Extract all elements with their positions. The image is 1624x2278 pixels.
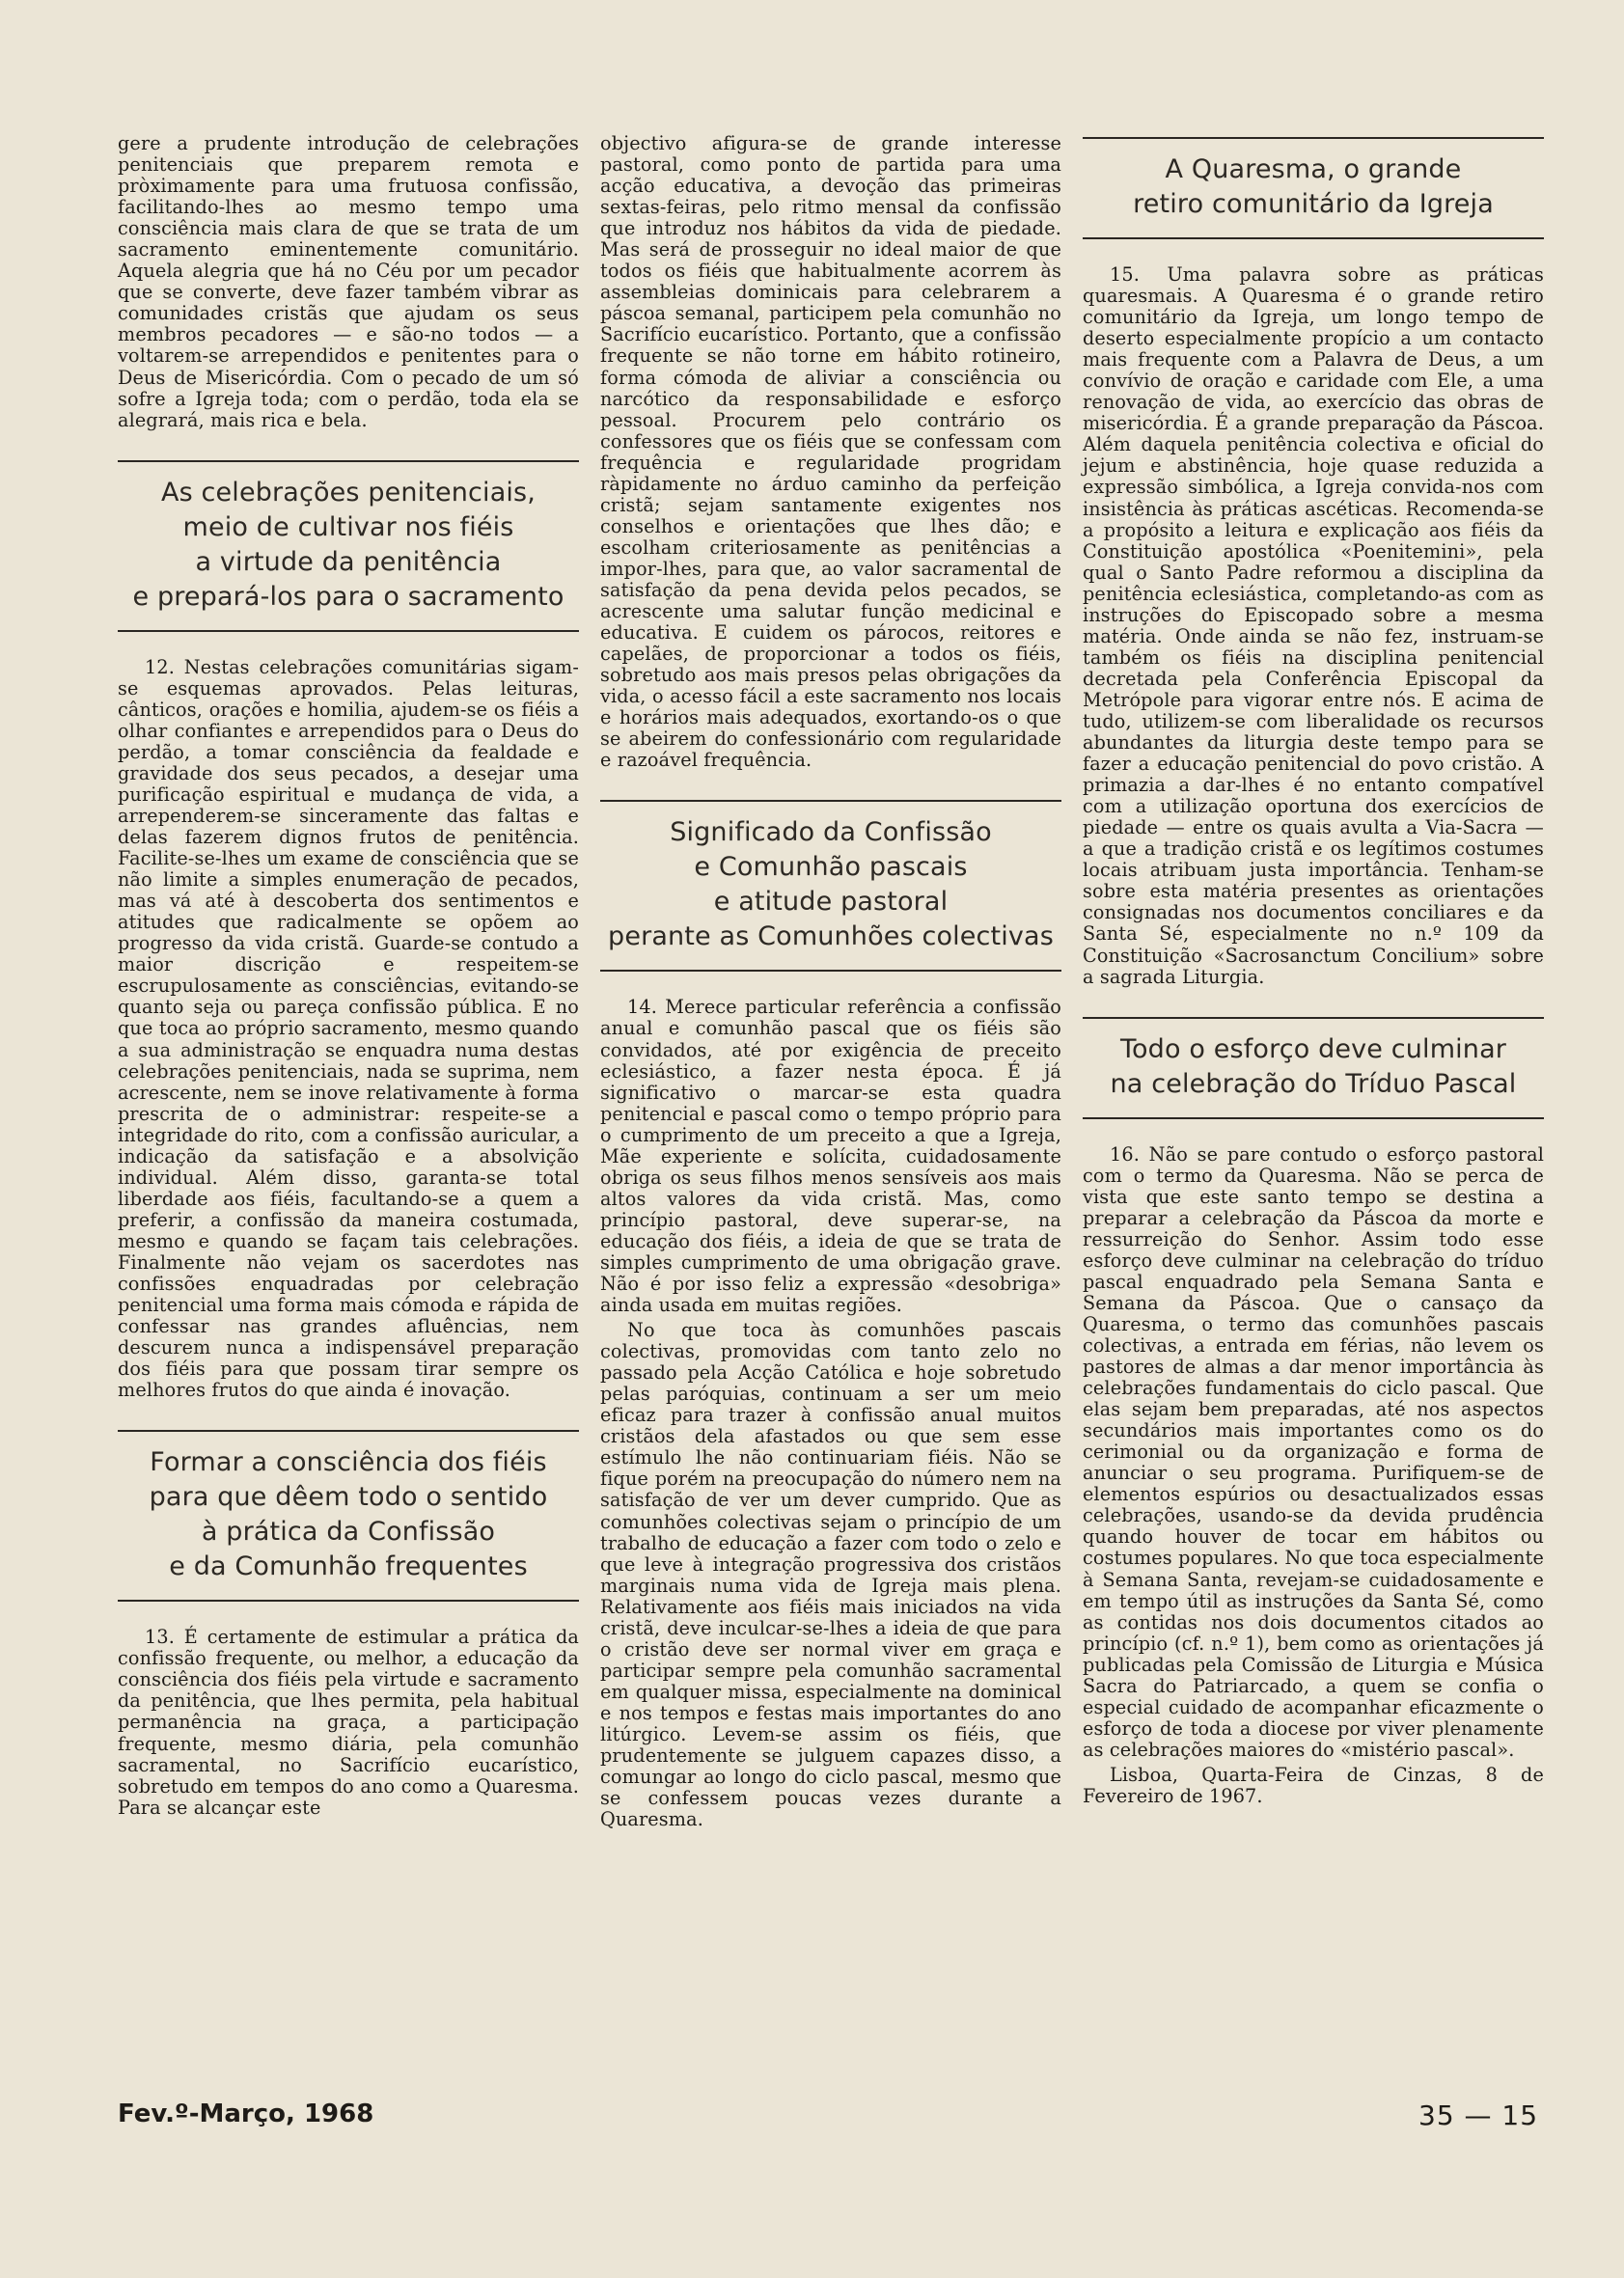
signature-date-line: Lisboa, Quarta-Feira de Cinzas, 8 de Fevereiro de 1967. bbox=[1083, 1763, 1544, 1807]
paragraph-continued: gere a prudente introdução de celebrações penitenciais que preparem remota e pròximamente para uma frutuosa confissão, facilitando-lhes ao mesmo tempo uma consciência mais clara de que se trata de um sacramento eminentemente comunitário. Aquela alegria que há no Céu por um pecador que se converte, deve fazer também vibrar as comunidades cristãs que ajudam os seus membros pecadores — e são-no todos — a voltarem-se arrependidos e penitentes para o Deus de Misericórdia. Com o pecado de um só sofre a Igreja toda; com o perdão, toda ela se alegrará, mais rica e bela. bbox=[118, 132, 579, 431]
paragraph-15: 15. Uma palavra sobre as práticas quaresmais. A Quaresma é o grande retiro comunitário da Igreja, um longo tempo de deserto especialmente propício a um contacto mais frequente com a Palavra de Deus, a um convívio de oração e caridade com Ele, a uma renovação de vida, ao exercício das obras de misericórdia. É a grande preparação da Páscoa. Além daquela penitência colectiva e oficial do jejum e abstinência, hoje quase reduzida a expressão simbólica, a Igreja convida-nos com insistência às práticas ascéticas. Recomenda-se a propósito a leitura e explicação aos fiéis da Constituição apostólica «Poenitemini», pela qual o Santo Padre reformou a disciplina da penitência eclesiástica, completando-as com as instruções do Episcopado sobre a mesma matéria. Onde ainda se não fez, instruam-se também os fiéis na disciplina penitencial decretada pela Conferência Episcopal da Metrópole para vigorar entre nós. E acima de tudo, utilizem-se com liberalidade os recursos abundantes da liturgia deste tempo para se fazer a educação penitencial do povo cristão. A primazia a dar-lhes é no entanto compatível com a utilização oportuna dos exercícios de piedade — entre os quais avulta a Via-Sacra — a que a tradição cristã e os legítimos costumes locais atribuam justa importância. Tenham-se sobre esta matéria presentes as orientações consignadas nos documentos conciliares e da Santa Sé, especialmente no n.º 109 da Constituição «Sacrosanctum Concilium» sobre a sagrada Liturgia. bbox=[1083, 263, 1544, 988]
heading-rule-bottom bbox=[118, 630, 579, 632]
heading-rule-top bbox=[118, 1430, 579, 1432]
heading-rule-top bbox=[118, 460, 579, 462]
paragraph-16: 16. Não se pare contudo o esforço pastoral com o termo da Quaresma. Não se perca de vista que este santo tempo se destina a preparar a celebração da Páscoa da morte e ressurreição do Senhor. Assim todo esse esforço deve culminar na celebração do tríduo pascal enquadrado pela Semana Santa e Semana da Páscoa. Que o cansaço da Quaresma, o termo das comunhões pascais colectivas, a entrada em férias, não levem os pastores de almas a dar menor importância às celebrações fundamentais do ciclo pascal. Que elas sejam bem preparadas, até nos aspectos secundários mais importantes como os do cerimonial ou da organização e forma de anunciar o seu programa. Purifiquem-se de elementos espúrios ou desactualizados essas celebrações, usando-se da devida prudência quando houver de tocar em hábitos ou costumes populares. No que toca especialmente à Semana Santa, revejam-se cuidadosamente e em tempo útil as instruções da Santa Sé, como as contidas nos dois documentos citados ao princípio (cf. n.º 1), bem como as orientações já publicadas pela Comissão de Liturgia e Música Sacra do Patriarcado, a quem se confia o especial cuidado de acompanhar eficazmente o esforço de toda a diocese por viver plenamente as celebrações maiores do «mistério pascal». bbox=[1083, 1142, 1544, 1761]
heading-rule-top bbox=[1083, 137, 1544, 139]
heading-title: A Quaresma, o grande retiro comunitário da Igreja bbox=[1133, 154, 1494, 219]
section-heading-form-conscience bbox=[118, 1430, 579, 1602]
heading-rule-bottom bbox=[118, 1600, 579, 1602]
paragraph-12: 12. Nestas celebrações comunitárias sigam-se esquemas aprovados. Pelas leituras, cânticos, orações e homilia, ajudem-se os fiéis a olhar confiantes e arrependidos para o Deus do perdão, a tomar consciência da fealdade e gravidade dos seus pecados, a desejar uma purificação espiritual e mudança de vida, a arrependerem-se sinceramente das faltas e delas fazerem dignos frutos de penitência. Facilite-se-lhes um exame de consciência que se não limite a simples enumeração de pecados, mas vá até à descoberta dos sentimentos e atitudes que radicalmente se opõem ao progresso da vida cristã. Guarde-se contudo a maior discrição e respeitem-se escrupulosamente as consciências, evitando-se quanto seja ou pareça confissão pública. E no que toca ao próprio sacramento, mesmo quando a sua administração se enquadra numa destas celebrações penitenciais, nada se suprima, nem acrescente, nem se inove relativamente à forma prescrita de o administrar: respeite-se a integridade do rito, com a confissão auricular, a indicação da satisfação e a absolvição individual. Além disso, garanta-se total liberdade aos fiéis, facultando-se a quem a preferir, a confissão da maneira costumada, mesmo e quando se façam tais celebrações. Finalmente não vejam os sacerdotes nas confissões enquadradas por celebração penitencial uma forma mais cómoda e rápida de confessar nas grandes afluências, nem descurem nunca a indispensável preparação dos fiéis para que possam tirar sempre os melhores frutos do que ainda é inovação. bbox=[118, 655, 579, 1402]
paragraph-13-continued: objectivo afigura-se de grande interesse pastoral, como ponto de partida para uma acção educativa, a devoção das primeiras sextas-feiras, pelo ritmo mensal da confissão que introduz nos hábitos da vida de piedade. Mas será de prosseguir no ideal maior de que todos os fiéis que habitualmente acorrem às assembleias dominicais para celebrarem a páscoa semanal, participem pela comunhão no Sacrifício eucarístico. Portanto, que a confissão frequente se não torne em hábito rotineiro, forma cómoda de aliviar a consciência ou narcótico da responsabilidade e esforço pessoal. Procurem pelo contrário os confessores que os fiéis que se confessam com frequência e regularidade progridam ràpidamente no árduo caminho da perfeição cristã; sejam santamente exigentes nos conselhos e orientações que lhes dão; e escolham criteriosamente as penitências a impor-lhes, para que, ao valor sacramental de satisfação da pena devida pelos pecados, se acrescente uma salutar função medicinal e educativa. E cuidem os párocos, reitores e capelães, de proporcionar a todos os fiéis, sobretudo aos mais presos pelas obrigações da vida, o acesso fácil a este sacramento nos locais e horários mais adequados, exortando-os o que se abeirem do confessionário com regularidade e razoável frequência. bbox=[600, 132, 1061, 772]
heading-rule-top bbox=[1083, 1017, 1544, 1019]
section-heading-penitential-celebrations bbox=[118, 460, 579, 632]
heading-rule-bottom bbox=[1083, 237, 1544, 239]
column-1 bbox=[118, 133, 579, 1823]
issue-date: Fev.º-Março, 1968 bbox=[118, 2100, 374, 2128]
page-number: 35 — 15 bbox=[1418, 2100, 1539, 2131]
heading-title: Significado da Confissão e Comunhão pascais e atitude pastoral perante as Comunhões colectivas bbox=[608, 817, 1054, 952]
column-2 bbox=[600, 133, 1061, 1834]
heading-rule-top bbox=[600, 800, 1061, 802]
heading-rule-bottom bbox=[600, 970, 1061, 972]
heading-title: As celebrações penitenciais, meio de cultivar nos fiéis a virtude da penitência e prepará-los para o sacramento bbox=[132, 477, 564, 612]
column-3 bbox=[1083, 133, 1544, 1811]
section-heading-paschal-triduum bbox=[1083, 1017, 1544, 1119]
heading-rule-bottom bbox=[1083, 1117, 1544, 1119]
paragraph-14: 14. Merece particular referência a confissão anual e comunhão pascal que os fiéis são convidados, até por exigência de preceito eclesiástico, a fazer nesta época. É já significativo o marcar-se esta quadra penitencial e pascal como o tempo próprio para o cumprimento de um preceito a que a Igreja, Mãe experiente e solícita, cuidadosamente obriga os seus filhos menos sensíveis aos mais altos valores da vida cristã. Mas, como princípio pastoral, deve superar-se, na educação dos fiéis, a ideia de que se trata de simples cumprimento de uma obrigação grave. Não é por isso feliz a expressão «desobriga» ainda usada em muitas regiões. bbox=[600, 996, 1061, 1317]
section-heading-easter-confession bbox=[600, 800, 1061, 972]
heading-title: Formar a consciência dos fiéis para que dêem todo o sentido à prática da Confissão e da Comunhão frequentes bbox=[149, 1447, 548, 1582]
paragraph-14b: No que toca às comunhões pascais colectivas, promovidas com tanto zelo no passado pela Acção Católica e hoje sobretudo pelas paróquias, continuam a ser um meio eficaz para trazer à confissão anual muitos cristãos dela afastados ou que sem esse estímulo lhe não continuariam fiéis. Não se fique porém na preocupação do número nem na satisfação de ver um dever cumprido. Que as comunhões colectivas sejam o princípio de um trabalho de educação a fazer com todo o zelo e que leve à integração progressiva dos cristãos marginais numa vida de Igreja mais plena. Relativamente aos fiéis mais iniciados na vida cristã, deve inculcar-se-lhes a ideia de que para o cristão deve ser normal viver em graça e participar sempre pela comunhão sacramental em qualquer missa, especialmente na dominical e nos tempos e festas mais importantes do ano litúrgico. Levem-se assim os fiéis, que prudentemente se julguem capazes disso, a comungar ao longo do ciclo pascal, mesmo que se confessem poucas vezes durante a Quaresma. bbox=[600, 1319, 1061, 1831]
paragraph-13: 13. É certamente de estimular a prática da confissão frequente, ou melhor, a educação da consciência dos fiéis pela virtude e sacramento da penitência, que lhes permita, pela habitual permanência na graça, a participação frequente, mesmo diária, pela comunhão sacramental, no Sacrifício eucarístico, sobretudo em tempos do ano como a Quaresma. Para se alcançar este bbox=[118, 1626, 579, 1819]
section-heading-lent-retreat bbox=[1083, 137, 1544, 239]
heading-title: Todo o esforço deve culminar na celebração do Tríduo Pascal bbox=[1110, 1033, 1517, 1099]
